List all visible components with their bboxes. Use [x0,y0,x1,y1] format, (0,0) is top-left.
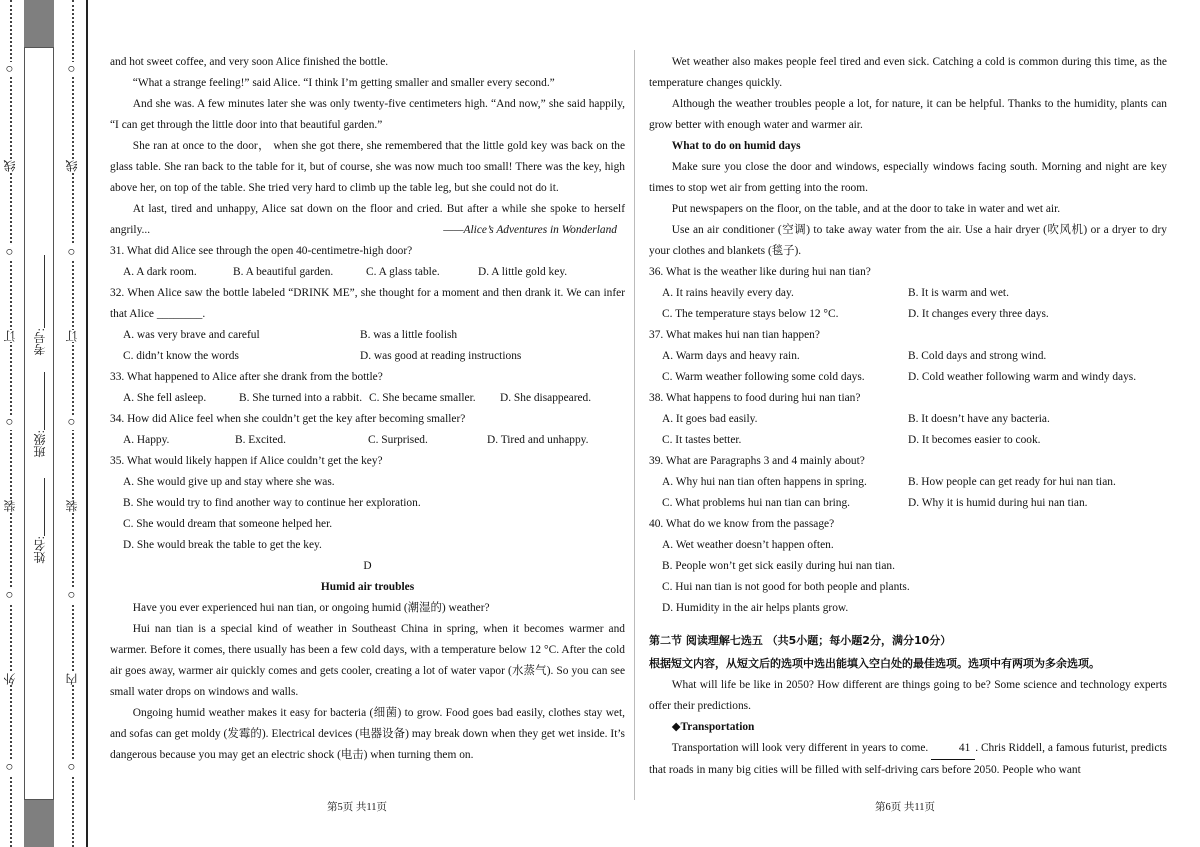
option: B. She would try to find another way to continue her exploration. [123,497,421,509]
option: C. Surprised. [368,434,428,446]
paragraph-text: At last, tired and unhappy, Alice sat down on the floor and cried. But after a while she spoke to herself angrily... [110,203,625,236]
binding-circle-mark: ○ [2,760,17,775]
question-34-stem: 34. How did Alice feel when she couldn’t get the key after becoming smaller? [110,413,466,425]
binding-circle-mark: ○ [2,62,17,77]
option: C. The temperature stays below 12 °C. [662,308,839,320]
binding-circle-mark: ○ [64,245,79,260]
question-34-options [110,430,625,451]
subheading: What to do on humid days [671,140,801,152]
option: D. She would break the table to get the key. [123,539,322,551]
student-info-panel [24,47,54,800]
paragraph: Make sure you close the door and windows, especially windows facing south. Morning and night are key times to stop wet air from getting into the room. [649,161,1167,194]
binding-gray-block-top [24,0,54,47]
binding-mark-wai: 外 [3,673,17,685]
question-38-options [649,409,1167,451]
paragraph-text: . Chris Riddell, a famous futurist, predicts that roads in many big cities will be filled with self-driving cars before 2050. People who want [649,742,1167,776]
binding-gray-block-bottom [24,800,54,847]
paragraph: “What a strange feeling!” said Alice. “I think I’m getting smaller and smaller every second.” [132,77,555,89]
option: D. was good at reading instructions [360,350,522,362]
source-citation: ——Alice’s Adventures in Wonderland [443,224,617,236]
option: B. Cold days and strong wind. [908,350,1047,362]
option: B. It doesn’t have any bacteria. [908,413,1050,425]
page-footer-left: 第5页 共11页 [327,802,387,813]
question-37-options [649,346,1167,388]
class-label: 班级: [33,430,47,458]
binding-circle-mark: ○ [2,588,17,603]
question-37-stem: 37. What makes hui nan tian happen? [649,329,820,341]
blank-41: 41 [931,738,975,760]
option: D. It becomes easier to cook. [908,434,1041,446]
option: B. It is warm and wet. [908,287,1009,299]
question-35-stem: 35. What would likely happen if Alice couldn’t get the key? [110,455,383,467]
binding-mark-nei: 内 [65,673,79,685]
binding-circle-mark: ○ [2,245,17,260]
question-33-stem: 33. What happened to Alice after she drank from the bottle? [110,371,383,383]
paragraph: She ran at once to the door， when she got there, she remembered that the little gold key was back on the glass table. She ran back to the table for it, but of course, she was now much too small! There was the key, high above her, on top of the table. She tried very hard to climb up the table leg, but she could not do it. [110,140,625,194]
exam-no-field-line [44,255,45,328]
paragraph: Have you ever experienced hui nan tian, or ongoing humid (潮湿的) weather? [132,602,490,614]
paragraph: What will life be like in 2050? How different are things going to be? Some science and technology experts offer their predictions. [649,679,1167,712]
binding-rule [86,0,88,847]
question-38-stem: 38. What happens to food during hui nan tian? [649,392,861,404]
question-35-options [110,472,625,556]
question-36-options [649,283,1167,325]
paragraph [649,738,1167,781]
option: B. She turned into a rabbit. [239,392,363,404]
name-field-line [44,478,45,536]
paragraph: Hui nan tian is a special kind of weather in Southeast China in spring, when it becomes warmer and warmer. Before it comes, there usually has been a few cold days, with a temperature below 12 °C. After the cold air goes away, warmer air quickly comes and gets cooler, creating a lot of water vapor (水蒸气). So you can see small water drops on windows and walls. [110,623,625,698]
option: B. was a little foolish [360,329,458,341]
paragraph: and hot sweet coffee, and very soon Alice finished the bottle. [110,56,389,68]
option: D. She disappeared. [500,392,592,404]
paragraph [110,199,625,241]
option: A. Warm days and heavy rain. [662,350,800,362]
binding-mark-zhuang: 装 [3,500,17,512]
binding-circle-mark: ○ [64,588,79,603]
paragraph: Ongoing humid weather makes it easy for bacteria (细菌) to grow. Food goes bad easily, clothes stay wet, and sofas can get moldy (发霉的). Electrical devices (电器设备) may break down when they get wet inside. It’s dangerous because you may get an electric shock (电击) when turning them on. [110,707,625,761]
option: A. Wet weather doesn’t happen often. [662,539,834,551]
section-2-instructions: 根据短文内容，从短文后的选项中选出能填入空白处的最佳选项。选项中有两项为多余选项。 [649,657,1100,670]
option: A. Why hui nan tian often happens in spring. [662,476,867,488]
option: B. How people can get ready for hui nan tian. [908,476,1116,488]
option: D. Tired and unhappy. [487,434,589,446]
option: C. What problems hui nan tian can bring. [662,497,851,509]
binding-circle-mark: ○ [64,62,79,77]
option: B. People won’t get sick easily during hui nan tian. [662,560,895,572]
passage-title: Humid air troubles [320,581,415,593]
question-36-stem: 36. What is the weather like during hui nan tian? [649,266,871,278]
binding-circle-mark: ○ [64,760,79,775]
option: A. was very brave and careful [123,329,260,341]
page-5-column [110,52,625,766]
option: A. Happy. [123,434,170,446]
binding-mark-ding: 订 [3,330,17,342]
column-divider [634,50,635,800]
paragraph: Wet weather also makes people feel tired and even sick. Catching a cold is common during this time, as the temperature changes quickly. [649,56,1167,89]
binding-circle-mark: ○ [64,415,79,430]
option: D. Cold weather following warm and windy days. [908,371,1137,383]
option: C. She became smaller. [369,392,476,404]
option: B. Excited. [235,434,286,446]
option: A. She fell asleep. [123,392,207,404]
option: D. Humidity in the air helps plants grow. [662,602,849,614]
binding-circle-mark: ○ [2,415,17,430]
question-39-stem: 39. What are Paragraphs 3 and 4 mainly about? [649,455,865,467]
option: C. A glass table. [366,266,440,278]
page-6-column [649,52,1167,781]
section-letter: D [363,560,372,572]
option: A. A dark room. [123,266,197,278]
section-2-heading: 第二节 阅读理解七选五 （共5小题；每小题2分，满分10分） [649,634,952,647]
option: C. Hui nan tian is not good for both people and plants. [662,581,910,593]
question-32-stem: 32. When Alice saw the bottle labeled “DRINK ME”, she thought for a moment and then drank it. We can infer that Alice ________. [110,287,625,320]
option: C. didn’t know the words [123,350,239,362]
class-field-line [44,372,45,430]
subheading: ◆Transportation [671,721,755,733]
binding-mark-xian: 线 [3,160,17,172]
option: A. It rains heavily every day. [662,287,794,299]
name-label: 姓名: [33,536,47,564]
binding-mark-zhuang: 装 [65,500,79,512]
option: D. It changes every three days. [908,308,1049,320]
option: C. It tastes better. [662,434,742,446]
binding-margin [0,0,90,847]
question-40-stem: 40. What do we know from the passage? [649,518,835,530]
option: D. Why it is humid during hui nan tian. [908,497,1088,509]
question-31-options [110,262,625,283]
option: C. Warm weather following some cold days. [662,371,865,383]
question-32-options [110,325,625,367]
question-40-options [649,535,1167,619]
paragraph-text: Transportation will look very different in years to come. [671,742,929,754]
question-31-stem: 31. What did Alice see through the open 40-centimetre-high door? [110,245,413,257]
option: B. A beautiful garden. [233,266,334,278]
option: C. She would dream that someone helped her. [123,518,333,530]
exam-no-label: 考号: [33,328,47,356]
binding-mark-xian: 线 [65,160,79,172]
option: A. She would give up and stay where she was. [123,476,335,488]
binding-mark-ding: 订 [65,330,79,342]
paragraph: Put newspapers on the floor, on the table, and at the door to take in water and wet air. [671,203,1061,215]
paragraph: Although the weather troubles people a lot, for nature, it can be helpful. Thanks to the humidity, plants can grow better with enough water and warmer air. [649,98,1167,131]
option: D. A little gold key. [478,266,568,278]
page-footer-right: 第6页 共11页 [875,802,935,813]
paragraph: And she was. A few minutes later she was only twenty-five centimeters high. “And now,” she said happily, “I can get through the little door into that beautiful garden.” [110,98,625,131]
question-39-options [649,472,1167,514]
option: A. It goes bad easily. [662,413,758,425]
question-33-options [110,388,625,409]
paragraph: Use an air conditioner (空调) to take away water from the air. Use a hair dryer (吹风机) or a dryer to dry your clothes and blankets (毯子). [649,224,1167,257]
